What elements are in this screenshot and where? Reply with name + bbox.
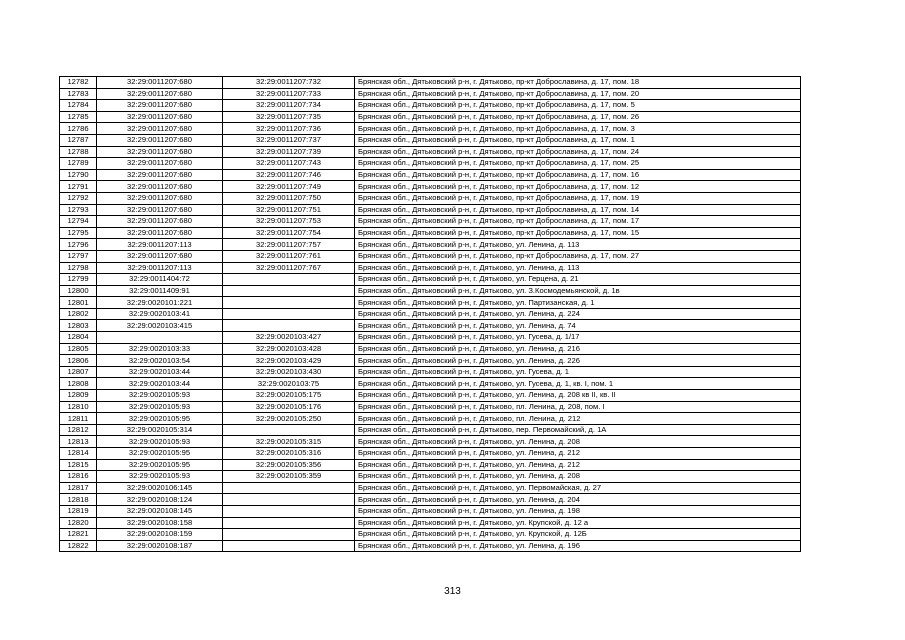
table-row <box>60 181 801 193</box>
address-cell: Брянская обл., Дятьковский р-н, г. Дятьково, ул. Гусева, д. 1/17 <box>355 332 801 344</box>
parcel-cadastral-cell: 32:29:0011207:680 <box>97 192 223 204</box>
object-cadastral-cell <box>223 297 355 309</box>
parcel-cadastral-cell: 32:29:0011207:680 <box>97 158 223 170</box>
row-number-cell: 12796 <box>60 239 97 251</box>
table-row <box>60 111 801 123</box>
table-row <box>60 343 801 355</box>
address-cell: Брянская обл., Дятьковский р-н, г. Дятьково, пр-кт Доброславина, д. 17, пом. 19 <box>355 192 801 204</box>
object-cadastral-cell: 32:29:0020103:75 <box>223 378 355 390</box>
parcel-cadastral-cell: 32:29:0020103:44 <box>97 366 223 378</box>
row-number-cell: 12789 <box>60 158 97 170</box>
row-number-cell: 12808 <box>60 378 97 390</box>
address-cell: Брянская обл., Дятьковский р-н, г. Дятьково, ул. Ленина, д. 198 <box>355 505 801 517</box>
table-row <box>60 448 801 460</box>
parcel-cadastral-cell: 32:29:0011404:72 <box>97 274 223 286</box>
address-cell: Брянская обл., Дятьковский р-н, г. Дятьково, пл. Ленина, д. 208, пом. I <box>355 401 801 413</box>
table-row <box>60 366 801 378</box>
address-cell: Брянская обл., Дятьковский р-н, г. Дятьково, ул. Ленина, д. 113 <box>355 239 801 251</box>
address-cell: Брянская обл., Дятьковский р-н, г. Дятьково, ул. Ленина, д. 74 <box>355 320 801 332</box>
address-cell: Брянская обл., Дятьковский р-н, г. Дятьково, ул. Ленина, д. 216 <box>355 343 801 355</box>
table-row <box>60 424 801 436</box>
table-row <box>60 274 801 286</box>
address-cell: Брянская обл., Дятьковский р-н, г. Дятьково, ул. Ленина, д. 212 <box>355 448 801 460</box>
parcel-cadastral-cell: 32:29:0020106:145 <box>97 482 223 494</box>
parcel-cadastral-cell: 32:29:0020105:93 <box>97 436 223 448</box>
table-row <box>60 332 801 344</box>
object-cadastral-cell: 32:29:0020105:315 <box>223 436 355 448</box>
object-cadastral-cell: 32:29:0011207:743 <box>223 158 355 170</box>
address-cell: Брянская обл., Дятьковский р-н, г. Дятьково, пр-кт Доброславина, д. 17, пом. 25 <box>355 158 801 170</box>
object-cadastral-cell <box>223 424 355 436</box>
address-cell: Брянская обл., Дятьковский р-н, г. Дятьково, пер. Первомайский, д. 1А <box>355 424 801 436</box>
row-number-cell: 12790 <box>60 169 97 181</box>
object-cadastral-cell: 32:29:0011207:750 <box>223 192 355 204</box>
table-row <box>60 192 801 204</box>
row-number-cell: 12799 <box>60 274 97 286</box>
row-number-cell: 12792 <box>60 192 97 204</box>
parcel-cadastral-cell: 32:29:0020105:314 <box>97 424 223 436</box>
parcel-cadastral-cell: 32:29:0011207:680 <box>97 216 223 228</box>
object-cadastral-cell: 32:29:0020105:356 <box>223 459 355 471</box>
object-cadastral-cell: 32:29:0011207:749 <box>223 181 355 193</box>
parcel-cadastral-cell: 32:29:0020103:415 <box>97 320 223 332</box>
parcel-cadastral-cell: 32:29:0020105:95 <box>97 413 223 425</box>
row-number-cell: 12786 <box>60 123 97 135</box>
address-cell: Брянская обл., Дятьковский р-н, г. Дятьково, пр-кт Доброславина, д. 17, пом. 26 <box>355 111 801 123</box>
table-row <box>60 250 801 262</box>
row-number-cell: 12822 <box>60 540 97 552</box>
object-cadastral-cell: 32:29:0011207:732 <box>223 77 355 89</box>
address-cell: Брянская обл., Дятьковский р-н, г. Дятьково, ул. Ленина, д. 224 <box>355 308 801 320</box>
object-cadastral-cell: 32:29:0011207:737 <box>223 134 355 146</box>
table-row <box>60 100 801 112</box>
table-row <box>60 146 801 158</box>
address-cell: Брянская обл., Дятьковский р-н, г. Дятьково, пр-кт Доброславина, д. 17, пом. 15 <box>355 227 801 239</box>
address-cell: Брянская обл., Дятьковский р-н, г. Дятьково, ул. Ленина, д. 208 <box>355 471 801 483</box>
object-cadastral-cell: 32:29:0020105:176 <box>223 401 355 413</box>
parcel-cadastral-cell: 32:29:0011207:113 <box>97 239 223 251</box>
row-number-cell: 12787 <box>60 134 97 146</box>
address-cell: Брянская обл., Дятьковский р-н, г. Дятьково, пр-кт Доброславина, д. 17, пом. 12 <box>355 181 801 193</box>
object-cadastral-cell <box>223 540 355 552</box>
table-row <box>60 227 801 239</box>
address-cell: Брянская обл., Дятьковский р-н, г. Дятьково, ул. Ленина, д. 208 <box>355 436 801 448</box>
table-row <box>60 540 801 552</box>
row-number-cell: 12810 <box>60 401 97 413</box>
table-row <box>60 169 801 181</box>
table-row <box>60 297 801 309</box>
parcel-cadastral-cell: 32:29:0011207:680 <box>97 134 223 146</box>
table-row <box>60 517 801 529</box>
table-row <box>60 482 801 494</box>
object-cadastral-cell: 32:29:0011207:746 <box>223 169 355 181</box>
table-row <box>60 320 801 332</box>
parcel-cadastral-cell: 32:29:0020103:41 <box>97 308 223 320</box>
table-row <box>60 308 801 320</box>
parcel-cadastral-cell: 32:29:0020103:44 <box>97 378 223 390</box>
object-cadastral-cell <box>223 285 355 297</box>
parcel-cadastral-cell: 32:29:0011207:680 <box>97 181 223 193</box>
table-row <box>60 123 801 135</box>
object-cadastral-cell <box>223 320 355 332</box>
parcel-cadastral-cell: 32:29:0020108:158 <box>97 517 223 529</box>
address-cell: Брянская обл., Дятьковский р-н, г. Дятьково, ул. Гусева, д. 1, кв. I, пом. 1 <box>355 378 801 390</box>
address-cell: Брянская обл., Дятьковский р-н, г. Дятьково, ул. З.Космодемьянской, д. 1в <box>355 285 801 297</box>
address-cell: Брянская обл., Дятьковский р-н, г. Дятьково, пр-кт Доброславина, д. 17, пом. 27 <box>355 250 801 262</box>
registry-table <box>59 76 801 552</box>
row-number-cell: 12802 <box>60 308 97 320</box>
address-cell: Брянская обл., Дятьковский р-н, г. Дятьково, ул. Герцена, д. 21 <box>355 274 801 286</box>
row-number-cell: 12815 <box>60 459 97 471</box>
address-cell: Брянская обл., Дятьковский р-н, г. Дятьково, ул. Ленина, д. 208 кв II, кв. II <box>355 390 801 402</box>
parcel-cadastral-cell: 32:29:0020108:159 <box>97 529 223 541</box>
table-row <box>60 494 801 506</box>
parcel-cadastral-cell: 32:29:0020103:54 <box>97 355 223 367</box>
object-cadastral-cell <box>223 505 355 517</box>
table-row <box>60 471 801 483</box>
row-number-cell: 12782 <box>60 77 97 89</box>
parcel-cadastral-cell: 32:29:0020105:95 <box>97 459 223 471</box>
row-number-cell: 12791 <box>60 181 97 193</box>
table-row <box>60 505 801 517</box>
parcel-cadastral-cell: 32:29:0020108:145 <box>97 505 223 517</box>
address-cell: Брянская обл., Дятьковский р-н, г. Дятьково, пр-кт Доброславина, д. 17, пом. 5 <box>355 100 801 112</box>
object-cadastral-cell: 32:29:0020105:175 <box>223 390 355 402</box>
table-row <box>60 285 801 297</box>
address-cell: Брянская обл., Дятьковский р-н, г. Дятьково, ул. Первомайская, д. 27 <box>355 482 801 494</box>
address-cell: Брянская обл., Дятьковский р-н, г. Дятьково, ул. Ленина, д. 212 <box>355 459 801 471</box>
row-number-cell: 12813 <box>60 436 97 448</box>
address-cell: Брянская обл., Дятьковский р-н, г. Дятьково, пл. Ленина, д. 212 <box>355 413 801 425</box>
parcel-cadastral-cell: 32:29:0011207:680 <box>97 77 223 89</box>
address-cell: Брянская обл., Дятьковский р-н, г. Дятьково, ул. Крупской, д. 12 а <box>355 517 801 529</box>
row-number-cell: 12818 <box>60 494 97 506</box>
table-row <box>60 436 801 448</box>
object-cadastral-cell: 32:29:0011207:767 <box>223 262 355 274</box>
parcel-cadastral-cell: 32:29:0011409:91 <box>97 285 223 297</box>
parcel-cadastral-cell: 32:29:0011207:680 <box>97 204 223 216</box>
object-cadastral-cell: 32:29:0011207:757 <box>223 239 355 251</box>
table-row <box>60 401 801 413</box>
address-cell: Брянская обл., Дятьковский р-н, г. Дятьково, ул. Ленина, д. 113 <box>355 262 801 274</box>
row-number-cell: 12793 <box>60 204 97 216</box>
row-number-cell: 12820 <box>60 517 97 529</box>
row-number-cell: 12817 <box>60 482 97 494</box>
parcel-cadastral-cell: 32:29:0020105:93 <box>97 401 223 413</box>
object-cadastral-cell: 32:29:0020105:359 <box>223 471 355 483</box>
row-number-cell: 12788 <box>60 146 97 158</box>
address-cell: Брянская обл., Дятьковский р-н, г. Дятьково, пр-кт Доброславина, д. 17, пом. 20 <box>355 88 801 100</box>
row-number-cell: 12819 <box>60 505 97 517</box>
row-number-cell: 12807 <box>60 366 97 378</box>
object-cadastral-cell: 32:29:0011207:734 <box>223 100 355 112</box>
registry-table-body <box>60 77 801 552</box>
object-cadastral-cell: 32:29:0011207:735 <box>223 111 355 123</box>
parcel-cadastral-cell: 32:29:0020108:187 <box>97 540 223 552</box>
address-cell: Брянская обл., Дятьковский р-н, г. Дятьково, ул. Гусева, д. 1 <box>355 366 801 378</box>
address-cell: Брянская обл., Дятьковский р-н, г. Дятьково, пр-кт Доброславина, д. 17, пом. 3 <box>355 123 801 135</box>
parcel-cadastral-cell: 32:29:0011207:680 <box>97 146 223 158</box>
table-row <box>60 134 801 146</box>
parcel-cadastral-cell: 32:29:0011207:680 <box>97 227 223 239</box>
table-row <box>60 204 801 216</box>
object-cadastral-cell: 32:29:0020105:316 <box>223 448 355 460</box>
address-cell: Брянская обл., Дятьковский р-н, г. Дятьково, пр-кт Доброславина, д. 17, пом. 1 <box>355 134 801 146</box>
row-number-cell: 12814 <box>60 448 97 460</box>
row-number-cell: 12783 <box>60 88 97 100</box>
row-number-cell: 12809 <box>60 390 97 402</box>
address-cell: Брянская обл., Дятьковский р-н, г. Дятьково, ул. Ленина, д. 196 <box>355 540 801 552</box>
address-cell: Брянская обл., Дятьковский р-н, г. Дятьково, пр-кт Доброславина, д. 17, пом. 17 <box>355 216 801 228</box>
row-number-cell: 12811 <box>60 413 97 425</box>
object-cadastral-cell <box>223 308 355 320</box>
object-cadastral-cell: 32:29:0011207:739 <box>223 146 355 158</box>
row-number-cell: 12801 <box>60 297 97 309</box>
table-row <box>60 390 801 402</box>
parcel-cadastral-cell: 32:29:0011207:680 <box>97 100 223 112</box>
row-number-cell: 12797 <box>60 250 97 262</box>
object-cadastral-cell: 32:29:0011207:754 <box>223 227 355 239</box>
table-row <box>60 216 801 228</box>
address-cell: Брянская обл., Дятьковский р-н, г. Дятьково, пр-кт Доброславина, д. 17, пом. 14 <box>355 204 801 216</box>
address-cell: Брянская обл., Дятьковский р-н, г. Дятьково, ул. Партизанская, д. 1 <box>355 297 801 309</box>
address-cell: Брянская обл., Дятьковский р-н, г. Дятьково, пр-кт Доброславина, д. 17, пом. 24 <box>355 146 801 158</box>
row-number-cell: 12816 <box>60 471 97 483</box>
table-row <box>60 262 801 274</box>
parcel-cadastral-cell: 32:29:0020105:95 <box>97 448 223 460</box>
address-cell: Брянская обл., Дятьковский р-н, г. Дятьково, ул. Крупской, д. 12Б <box>355 529 801 541</box>
row-number-cell: 12798 <box>60 262 97 274</box>
row-number-cell: 12806 <box>60 355 97 367</box>
object-cadastral-cell: 32:29:0011207:761 <box>223 250 355 262</box>
address-cell: Брянская обл., Дятьковский р-н, г. Дятьково, пр-кт Доброславина, д. 17, пом. 18 <box>355 77 801 89</box>
parcel-cadastral-cell: 32:29:0011207:680 <box>97 169 223 181</box>
parcel-cadastral-cell: 32:29:0011207:680 <box>97 123 223 135</box>
address-cell: Брянская обл., Дятьковский р-н, г. Дятьково, ул. Ленина, д. 204 <box>355 494 801 506</box>
parcel-cadastral-cell: 32:29:0011207:680 <box>97 88 223 100</box>
table-row <box>60 77 801 89</box>
table-row <box>60 459 801 471</box>
table-row <box>60 239 801 251</box>
object-cadastral-cell: 32:29:0020103:429 <box>223 355 355 367</box>
table-row <box>60 378 801 390</box>
object-cadastral-cell: 32:29:0011207:733 <box>223 88 355 100</box>
parcel-cadastral-cell: 32:29:0011207:113 <box>97 262 223 274</box>
object-cadastral-cell: 32:29:0020105:250 <box>223 413 355 425</box>
object-cadastral-cell: 32:29:0011207:751 <box>223 204 355 216</box>
table-row <box>60 529 801 541</box>
row-number-cell: 12804 <box>60 332 97 344</box>
table-row <box>60 88 801 100</box>
page-number: 313 <box>444 586 461 597</box>
parcel-cadastral-cell: 32:29:0011207:680 <box>97 111 223 123</box>
address-cell: Брянская обл., Дятьковский р-н, г. Дятьково, ул. Ленина, д. 226 <box>355 355 801 367</box>
address-cell: Брянская обл., Дятьковский р-н, г. Дятьково, пр-кт Доброславина, д. 17, пом. 16 <box>355 169 801 181</box>
table-row <box>60 355 801 367</box>
row-number-cell: 12795 <box>60 227 97 239</box>
object-cadastral-cell <box>223 529 355 541</box>
parcel-cadastral-cell: 32:29:0020105:93 <box>97 471 223 483</box>
object-cadastral-cell: 32:29:0020103:427 <box>223 332 355 344</box>
parcel-cadastral-cell: 32:29:0011207:680 <box>97 250 223 262</box>
object-cadastral-cell: 32:29:0020103:430 <box>223 366 355 378</box>
object-cadastral-cell: 32:29:0020103:428 <box>223 343 355 355</box>
parcel-cadastral-cell: 32:29:0020105:93 <box>97 390 223 402</box>
object-cadastral-cell <box>223 482 355 494</box>
parcel-cadastral-cell: 32:29:0020101:221 <box>97 297 223 309</box>
parcel-cadastral-cell: 32:29:0020108:124 <box>97 494 223 506</box>
parcel-cadastral-cell <box>97 332 223 344</box>
row-number-cell: 12812 <box>60 424 97 436</box>
object-cadastral-cell: 32:29:0011207:736 <box>223 123 355 135</box>
row-number-cell: 12821 <box>60 529 97 541</box>
row-number-cell: 12803 <box>60 320 97 332</box>
row-number-cell: 12785 <box>60 111 97 123</box>
row-number-cell: 12800 <box>60 285 97 297</box>
parcel-cadastral-cell: 32:29:0020103:33 <box>97 343 223 355</box>
object-cadastral-cell <box>223 274 355 286</box>
object-cadastral-cell <box>223 517 355 529</box>
row-number-cell: 12784 <box>60 100 97 112</box>
object-cadastral-cell: 32:29:0011207:753 <box>223 216 355 228</box>
table-row <box>60 158 801 170</box>
object-cadastral-cell <box>223 494 355 506</box>
row-number-cell: 12794 <box>60 216 97 228</box>
row-number-cell: 12805 <box>60 343 97 355</box>
table-row <box>60 413 801 425</box>
